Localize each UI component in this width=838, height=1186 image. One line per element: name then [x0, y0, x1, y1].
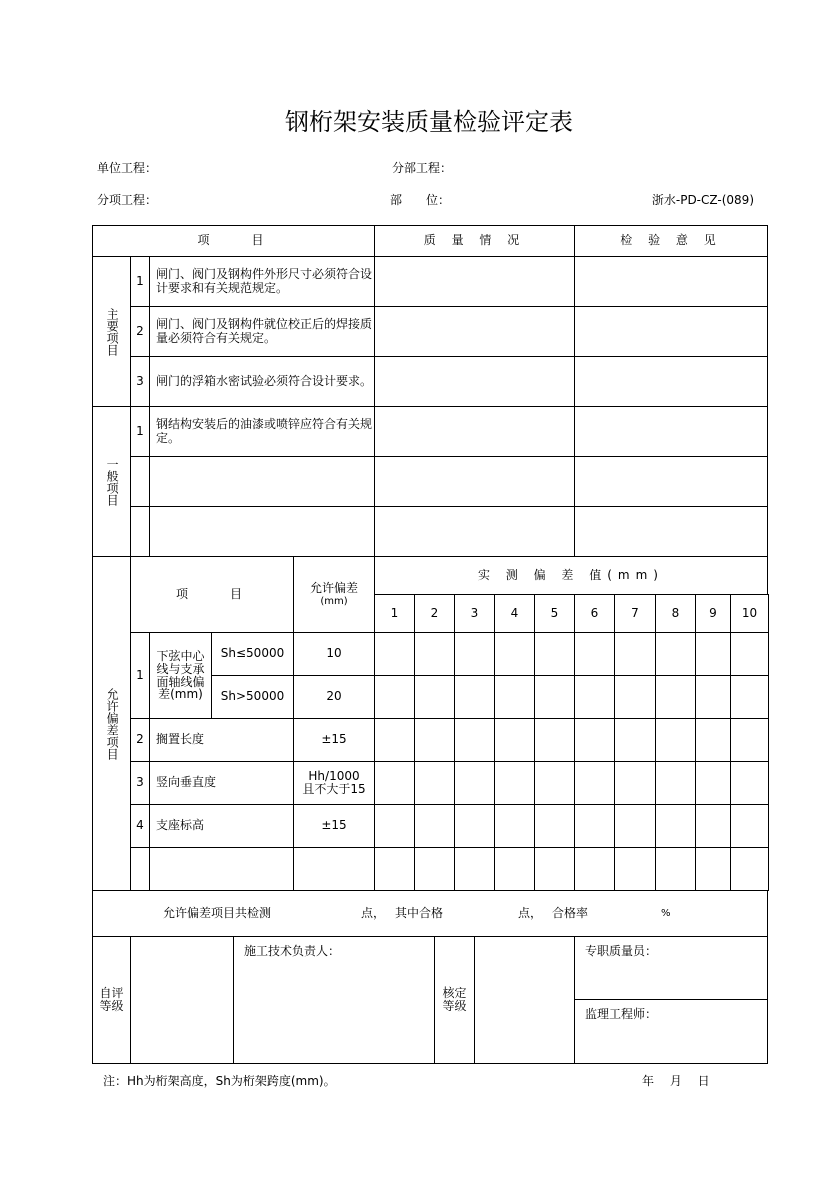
self-grade-label: 自评等级: [92, 936, 131, 1064]
dev-head-item: 项 目: [130, 556, 294, 633]
dev-item-name: 竖向垂直度: [149, 761, 294, 805]
measured-value-cell[interactable]: [414, 804, 455, 848]
measured-value-cell[interactable]: [730, 718, 769, 762]
measured-value-cell[interactable]: [574, 632, 615, 676]
measured-value-cell[interactable]: [534, 718, 575, 762]
summary-text: 合格率: [552, 905, 589, 920]
dev-tolerance: Hh/1000 且不大于15: [293, 761, 375, 805]
measured-value-cell[interactable]: [414, 632, 455, 676]
measured-col-10: 10: [730, 594, 769, 633]
measured-value-cell[interactable]: [655, 761, 696, 805]
opinion-cell[interactable]: [574, 356, 768, 407]
page-title: 钢桁架安装质量检验评定表: [285, 108, 573, 136]
dev-item-name: 下弦中心线与支承面轴线偏差(mm): [149, 632, 212, 719]
empty-cell: [130, 506, 150, 557]
main-item-text: 闸门、阀门及钢构件就位校正后的焊接质量必须符合有关规定。: [149, 306, 375, 357]
measured-value-cell[interactable]: [534, 761, 575, 805]
summary-text: 允许偏差项目共检测: [163, 905, 272, 920]
measured-value-cell[interactable]: [494, 804, 535, 848]
quality-cell[interactable]: [374, 356, 575, 407]
measured-value-cell[interactable]: [454, 847, 495, 891]
tech-lead-signature[interactable]: 施工技术负责人：: [233, 936, 435, 1064]
measured-value-cell[interactable]: [695, 718, 731, 762]
row-no: 3: [130, 356, 150, 407]
measured-value-cell[interactable]: [374, 675, 415, 719]
measured-value-cell[interactable]: [374, 804, 415, 848]
main-item-text: 闸门的浮箱水密试验必须符合设计要求。: [149, 356, 375, 407]
measured-value-cell[interactable]: [414, 675, 455, 719]
measured-col-7: 7: [614, 594, 656, 633]
supervisor-signature[interactable]: 监理工程师：: [574, 999, 768, 1064]
measured-col-5: 5: [534, 594, 575, 633]
measured-value-cell[interactable]: [494, 847, 535, 891]
row-no: 3: [130, 761, 150, 805]
summary-text: 点，: [518, 905, 543, 920]
measured-col-3: 3: [454, 594, 495, 633]
measured-value-cell[interactable]: [574, 718, 615, 762]
measured-value-cell[interactable]: [534, 632, 575, 676]
head-opinion: 检 验 意 见: [574, 225, 768, 257]
measured-col-4: 4: [494, 594, 535, 633]
measured-col-1: 1: [374, 594, 415, 633]
measured-value-cell[interactable]: [695, 847, 731, 891]
measured-value-cell[interactable]: [374, 847, 415, 891]
measured-value-cell[interactable]: [494, 675, 535, 719]
dev-item-name: 搁置长度: [149, 718, 294, 762]
measured-value-cell[interactable]: [494, 718, 535, 762]
measured-value-cell[interactable]: [454, 804, 495, 848]
measured-value-cell[interactable]: [695, 761, 731, 805]
measured-value-cell[interactable]: [695, 632, 731, 676]
measured-value-cell[interactable]: [614, 847, 656, 891]
measured-value-cell[interactable]: [374, 761, 415, 805]
opinion-cell[interactable]: [574, 406, 768, 457]
measured-value-cell[interactable]: [414, 718, 455, 762]
empty-cell: [149, 506, 375, 557]
measured-value-cell[interactable]: [494, 761, 535, 805]
measured-value-cell[interactable]: [414, 761, 455, 805]
dev-head-measured: 实 测 偏 差 值(mm): [374, 556, 768, 595]
measured-value-cell[interactable]: [574, 675, 615, 719]
row-no: 1: [130, 632, 150, 719]
general-item-text: 钢结构安装后的油漆或喷锌应符合有关规定。: [149, 406, 375, 457]
measured-value-cell[interactable]: [454, 632, 495, 676]
empty-cell: [149, 847, 294, 891]
quality-cell[interactable]: [374, 256, 575, 307]
summary-row: [92, 890, 768, 937]
dev-tolerance: ±15: [293, 804, 375, 848]
measured-col-9: 9: [695, 594, 731, 633]
measured-value-cell[interactable]: [454, 675, 495, 719]
location-label: 部 位：: [390, 193, 451, 207]
dev-item-name: 支座标高: [149, 804, 294, 848]
general-items-group: 一般项目: [92, 406, 131, 557]
tolerance-label: 允许偏差: [309, 581, 358, 596]
measured-value-cell[interactable]: [494, 632, 535, 676]
verify-grade-value[interactable]: [474, 936, 575, 1064]
measured-value-cell[interactable]: [614, 675, 656, 719]
measured-value-cell[interactable]: [614, 761, 656, 805]
empty-cell: [130, 847, 150, 891]
measured-value-cell[interactable]: [454, 761, 495, 805]
deviation-items-group: 允许偏差项目: [92, 556, 131, 891]
measured-value-cell[interactable]: [374, 632, 415, 676]
division-project-label: 分部工程：: [392, 161, 453, 175]
measured-value-cell[interactable]: [614, 804, 656, 848]
quality-cell[interactable]: [374, 506, 575, 557]
measured-value-cell[interactable]: [655, 632, 696, 676]
opinion-cell[interactable]: [574, 456, 768, 507]
summary-text: %: [661, 908, 671, 919]
measured-value-cell[interactable]: [730, 675, 769, 719]
measured-value-cell[interactable]: [614, 632, 656, 676]
opinion-cell[interactable]: [574, 306, 768, 357]
measured-value-cell[interactable]: [534, 804, 575, 848]
opinion-cell[interactable]: [574, 506, 768, 557]
measured-value-cell[interactable]: [730, 847, 769, 891]
empty-cell: [149, 456, 375, 507]
dev-head-tolerance: [293, 556, 375, 633]
verify-grade-label: 核定等级: [434, 936, 475, 1064]
empty-cell: [293, 847, 375, 891]
dev-tolerance: ±15: [293, 718, 375, 762]
tolerance-unit: (mm): [320, 595, 348, 607]
measured-value-cell[interactable]: [574, 847, 615, 891]
measured-value-cell[interactable]: [534, 847, 575, 891]
measured-value-cell[interactable]: [374, 718, 415, 762]
footnote: 注：Hh为桁架高度，Sh为桁架跨度(mm)。: [103, 1074, 336, 1088]
measured-value-cell[interactable]: [614, 718, 656, 762]
measured-value-cell[interactable]: [574, 761, 615, 805]
measured-value-cell[interactable]: [574, 804, 615, 848]
main-item-text: 闸门、阀门及钢构件外形尺寸必须符合设计要求和有关规范规定。: [149, 256, 375, 307]
summary-text: 其中合格: [395, 905, 444, 920]
date-label: 年 月 日: [642, 1074, 710, 1088]
dev-condition: Sh>50000: [211, 675, 294, 719]
measured-value-cell[interactable]: [655, 804, 696, 848]
measured-value-cell[interactable]: [730, 804, 769, 848]
row-no: 4: [130, 804, 150, 848]
subitem-project-label: 分项工程：: [97, 193, 158, 207]
empty-cell: [130, 456, 150, 507]
quality-cell[interactable]: [374, 306, 575, 357]
self-grade-value[interactable]: [130, 936, 234, 1064]
row-no: 2: [130, 718, 150, 762]
main-items-group: 主要项目: [92, 256, 131, 407]
row-no: 1: [130, 406, 150, 457]
head-quality: 质 量 情 况: [374, 225, 575, 257]
dev-condition: Sh≤50000: [211, 632, 294, 676]
dev-tolerance: 20: [293, 675, 375, 719]
measured-col-6: 6: [574, 594, 615, 633]
measured-value-cell[interactable]: [695, 675, 731, 719]
measured-value-cell[interactable]: [695, 804, 731, 848]
quality-cell[interactable]: [374, 406, 575, 457]
measured-value-cell[interactable]: [534, 675, 575, 719]
measured-value-cell[interactable]: [730, 761, 769, 805]
measured-col-8: 8: [655, 594, 696, 633]
row-no: 1: [130, 256, 150, 307]
dev-tolerance: 10: [293, 632, 375, 676]
measured-value-cell[interactable]: [730, 632, 769, 676]
summary-text: 点，: [361, 905, 386, 920]
form-code: 浙水-PD-CZ-(089): [651, 193, 754, 207]
row-no: 2: [130, 306, 150, 357]
qc-signature[interactable]: 专职质量员：: [574, 936, 768, 1000]
measured-value-cell[interactable]: [655, 718, 696, 762]
unit-project-label: 单位工程：: [97, 161, 158, 175]
measured-value-cell[interactable]: [414, 847, 455, 891]
opinion-cell[interactable]: [574, 256, 768, 307]
quality-cell[interactable]: [374, 456, 575, 507]
measured-value-cell[interactable]: [454, 718, 495, 762]
measured-value-cell[interactable]: [655, 675, 696, 719]
head-item: 项 目: [92, 225, 375, 257]
measured-col-2: 2: [414, 594, 455, 633]
measured-value-cell[interactable]: [655, 847, 696, 891]
